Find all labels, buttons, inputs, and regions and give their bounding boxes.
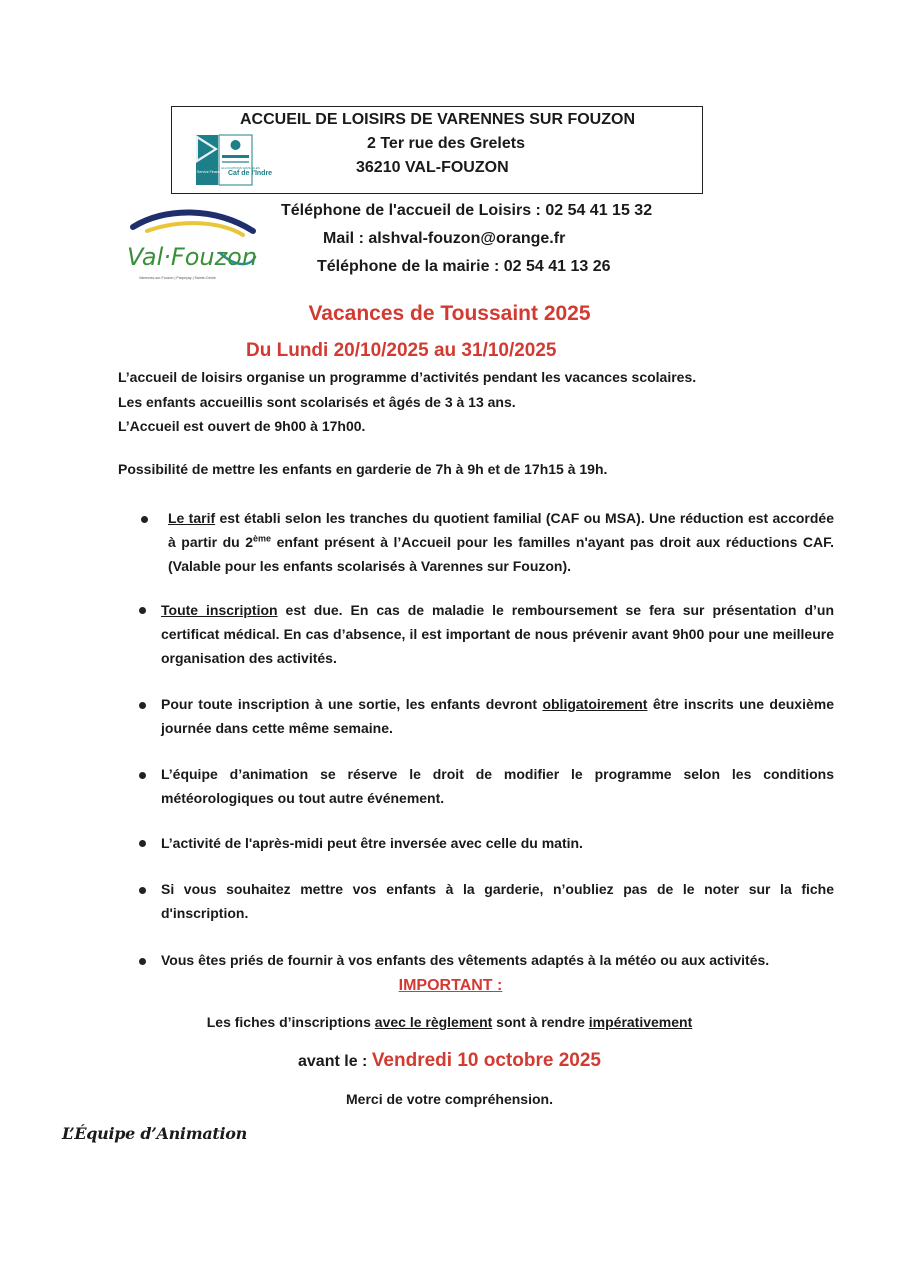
caf-logo (196, 135, 273, 185)
bullet-dot (139, 887, 146, 894)
signature: L’Équipe d’Animation (62, 1124, 247, 1143)
fiches-reminder: Les fiches d’inscriptions avec le règlement sont à rendre impérativement (206, 1014, 693, 1030)
bullet-garderie: Si vous souhaitez mettre vos enfants à la garderie, n’oubliez pas de le noter sur la fiche d'inscription. (161, 881, 834, 921)
val-fouzon-logo (125, 205, 260, 285)
svg-text:Service Financé par: Service Financé par (197, 170, 229, 174)
phone-mairie: Téléphone de la mairie : 02 54 41 13 26 (317, 258, 611, 275)
bullet-dot (139, 840, 146, 847)
bullet-dot (139, 702, 146, 709)
bullet-inscription: Toute inscription est due. En cas de maladie le remboursement se fera sur présentation d’un certificat médical. En cas d’absence, il est important de nous prévenir avant 9h00 pour une meilleure organisation des activités. (161, 602, 834, 666)
center-name: ACCUEIL DE LOISIRS DE VARENNES SUR FOUZON (240, 111, 635, 128)
page-title: Vacances de Toussaint 2025 (308, 302, 591, 325)
center-address: 2 Ter rue des Grelets (367, 135, 525, 152)
bullet-sortie: Pour toute inscription à une sortie, les enfants devront obligatoirement être inscrits une deuxième journée dans cette même semaine. (161, 696, 834, 736)
bullet-dot (139, 772, 146, 779)
bullet-programme: L’équipe d’animation se réserve le droit de modifier le programme selon les conditions météorologiques ou tout autre événement. (161, 766, 834, 806)
svg-text:ALLOCATIONS FAMILIALES: ALLOCATIONS FAMILIALES (221, 166, 260, 170)
logo-tagline: Varennes-sur-Fouzon | Parpeçay | Sainte-Cécile (139, 276, 216, 280)
bullet-dot (139, 607, 146, 614)
bullet-tarif: Le tarif est établi selon les tranches du quotient familial (CAF ou MSA). Une réduction est accordée à partir du 2ème enfant présent à l’Accueil pour les familles n'ayant pas droit aux réductions CAF. (Valable pour les enfants scolarisés à Varennes sur Fouzon). (168, 510, 835, 574)
intro-line-1: L’accueil de loisirs organise un programme d’activités pendant les vacances scolaires. (118, 369, 697, 385)
center-city: 36210 VAL-FOUZON (356, 159, 509, 176)
header-box (171, 106, 703, 194)
deadline-date: Vendredi 10 octobre 2025 (371, 1050, 601, 1071)
intro-line-3: L’Accueil est ouvert de 9h00 à 17h00. (118, 418, 366, 434)
phone-accueil: Téléphone de l'accueil de Loisirs : 02 54 41 15 32 (281, 202, 653, 219)
caf-label: Caf de l'Indre (228, 170, 273, 177)
bullet-dot (139, 958, 146, 965)
logo-wordmark: Val·Fouzon (127, 243, 258, 271)
garderie-info: Possibilité de mettre les enfants en garderie de 7h à 9h et de 17h15 à 19h. (118, 461, 608, 477)
page-subtitle: Du Lundi 20/10/2025 au 31/10/2025 (246, 340, 557, 361)
intro-line-2: Les enfants accueillis sont scolarisés et âgés de 3 à 13 ans. (118, 394, 516, 410)
important-label: IMPORTANT : (398, 977, 503, 994)
deadline-line: avant le : Vendredi 10 octobre 2025 (298, 1050, 601, 1071)
bullet-inversion: L’activité de l'après-midi peut être inversée avec celle du matin. (161, 835, 583, 851)
bullet-vetements: Vous êtes priés de fournir à vos enfants des vêtements adaptés à la météo ou aux activités. (161, 952, 770, 968)
bullet-dot (141, 516, 148, 523)
mail-address: Mail : alshval-fouzon@orange.fr (323, 230, 566, 247)
merci-line: Merci de votre compréhension. (346, 1091, 553, 1107)
